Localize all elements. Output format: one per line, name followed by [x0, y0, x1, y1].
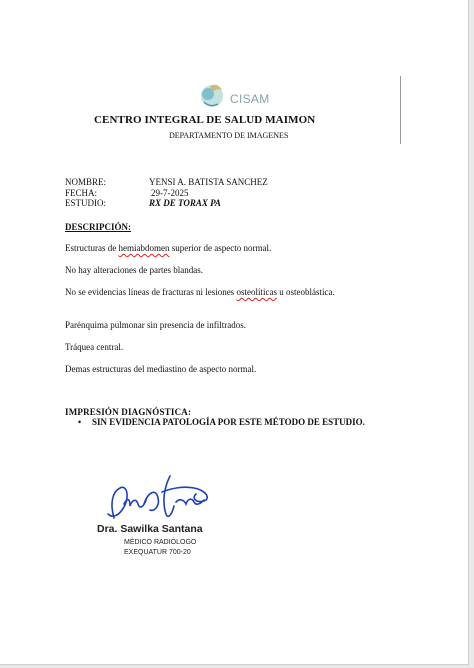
name-value: YENSI A. BATISTA SANCHEZ — [149, 177, 268, 187]
doctor-license: EXEQUATUR 700-20 — [124, 549, 191, 556]
logo-text: CISAM — [230, 92, 270, 106]
description-paragraph-4: Parénquima pulmonar sin presencia de infiltrados. — [65, 320, 246, 330]
name-label: NOMBRE: — [65, 177, 107, 187]
handwritten-signature — [100, 470, 220, 526]
description-paragraph-5: Tráquea central. — [65, 342, 124, 352]
spellcheck-word: osteolíticas — [236, 287, 277, 297]
doctor-name: Dra. Sawilka Santana — [97, 523, 203, 535]
organization-name: CENTRO INTEGRAL DE SALUD MAIMON — [94, 114, 316, 126]
description-paragraph-1 — [65, 243, 365, 254]
impression-item-text: SIN EVIDENCIA PATOLOGÍA POR ESTE MÉTODO DE ESTUDIO. — [92, 417, 365, 427]
date-label: FECHA: — [65, 188, 98, 198]
p3-text-after: u osteoblástica. — [276, 287, 335, 297]
p3-text-before: No se evidencias líneas de fracturas ni lesiones — [65, 287, 237, 297]
p1-text-after: superior de aspecto normal. — [169, 243, 272, 253]
impression-list — [78, 417, 365, 427]
doctor-title: MÉDICO RADIÓLOGO — [124, 539, 197, 546]
description-paragraph-6: Demas estructuras del mediastino de aspecto normal. — [65, 364, 257, 374]
description-title: DESCRIPCIÓN: — [65, 222, 132, 232]
study-value: RX DE TORAX PA — [149, 198, 221, 208]
department-name: DEPARTAMENTO DE IMAGENES — [169, 131, 289, 140]
description-paragraph-2: No hay alteraciones de partes blandas. — [65, 265, 203, 275]
bullet-icon: • — [78, 417, 82, 427]
margin-guide — [400, 76, 401, 144]
impression-title: IMPRESIÓN DIAGNÓSTICA: — [65, 407, 192, 417]
study-label: ESTUDIO: — [65, 198, 106, 208]
list-item — [78, 417, 365, 427]
p1-text-before: Estructuras de — [65, 243, 119, 253]
spellcheck-word: hemiabdomen — [118, 243, 170, 253]
date-value: 29-7-2025 — [151, 188, 189, 198]
description-paragraph-3 — [65, 287, 365, 298]
